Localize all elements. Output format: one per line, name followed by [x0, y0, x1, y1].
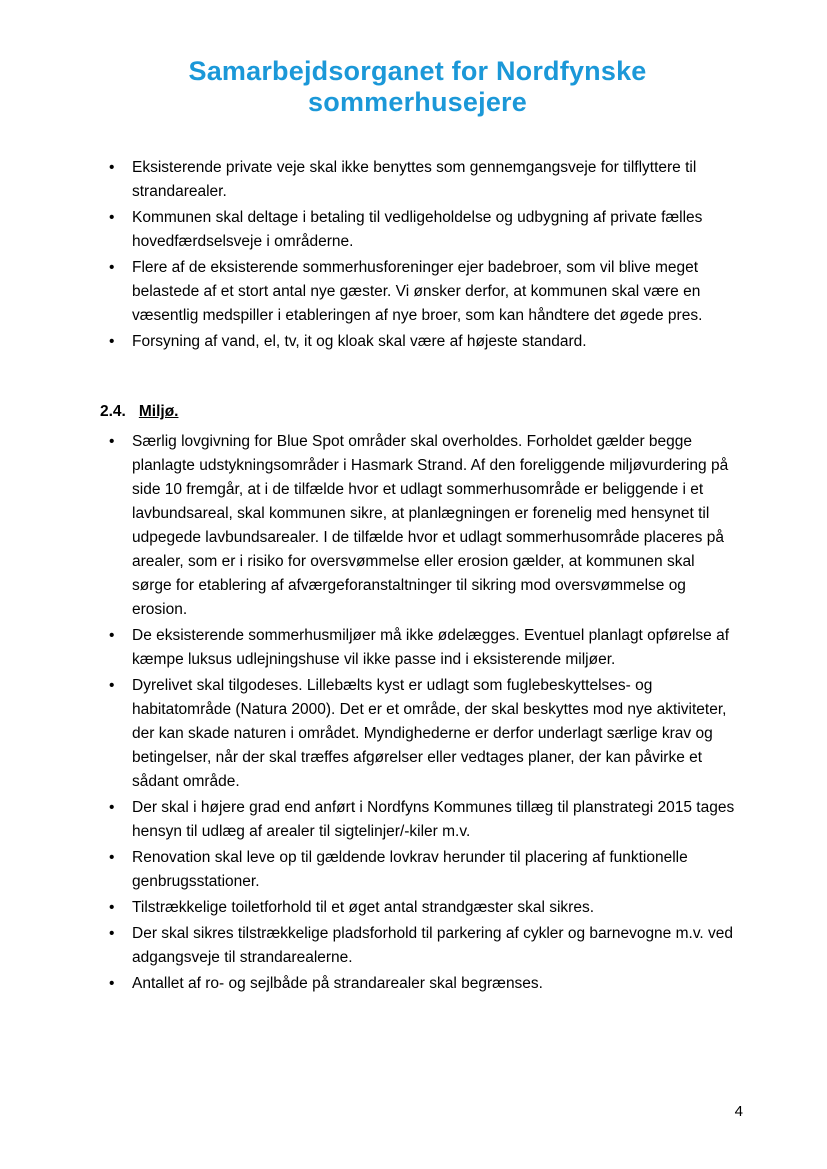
page-title: Samarbejdsorganet for Nordfynske sommerhusejere	[188, 56, 647, 117]
section-heading	[100, 400, 735, 424]
list-item: • Antallet af ro- og sejlbåde på strandarealer skal begrænses.	[100, 972, 735, 996]
miljo-bullet-list	[100, 430, 735, 996]
list-item: • Kommunen skal deltage i betaling til vedligeholdelse og udbygning af private fælles hovedfærdselsveje i områderne.	[100, 206, 735, 254]
list-item: • Renovation skal leve op til gældende lovkrav herunder til placering af funktionelle genbrugsstationer.	[100, 846, 735, 894]
list-item: • Forsyning af vand, el, tv, it og kloak skal være af højeste standard.	[100, 330, 735, 354]
page-number: 4	[734, 1103, 743, 1120]
list-item: • Der skal sikres tilstrækkelige pladsforhold til parkering af cykler og barnevogne m.v. ved adgangsveje til strandarealerne.	[100, 922, 735, 970]
section-title: Miljø.	[138, 403, 179, 420]
section-number: 2.4.	[100, 403, 126, 420]
list-item: • Flere af de eksisterende sommerhusforeninger ejer badebroer, som vil blive meget belastede af et stort antal nye gæster. Vi ønsker derfor, at kommunen skal være en væsentlig medspiller i etableringen af nye broer, som kan håndtere det øgede pres.	[100, 256, 735, 328]
list-item: • Dyrelivet skal tilgodeses. Lillebælts kyst er udlagt som fuglebeskyttelses- og habitatområde (Natura 2000). Det er et område, der skal beskyttes mod nye aktiviteter, der kan skade naturen i området. Myndighederne er derfor underlagt særlige krav og betingelser, når der skal træffes afgørelser eller vedtages planer, der kan påvirke et sådant område.	[100, 674, 735, 794]
list-item: • De eksisterende sommerhusmiljøer må ikke ødelægges. Eventuel planlagt opførelse af kæmpe luksus udlejningshuse vil ikke passe ind i eksisterende miljøer.	[100, 624, 735, 672]
list-item: • Eksisterende private veje skal ikke benyttes som gennemgangsveje for tilflyttere til strandarealer.	[100, 156, 735, 204]
list-item: • Der skal i højere grad end anført i Nordfyns Kommunes tillæg til planstrategi 2015 tages hensyn til udlæg af arealer til sigtelinjer/-kiler m.v.	[100, 796, 735, 844]
intro-bullet-list	[100, 156, 735, 354]
list-item: • Særlig lovgivning for Blue Spot områder skal overholdes. Forholdet gælder begge planlagte udstykningsområder i Hasmark Strand. Af den foreliggende miljøvurdering på side 10 fremgår, at i de tilfælde hvor et udlagt sommerhusområde er beliggende i et lavbundsareal, skal kommunen sikre, at planlægningen er forenelig med hensynet til udpegede lavbundsarealer. I de tilfælde hvor et udlagt sommerhusområde placeres på arealer, som er i risiko for oversvømmelse eller erosion gælder, at kommunen skal sørge for etablering af afværgeforanstaltninger til sikring mod oversvømmelse og erosion.	[100, 430, 735, 622]
list-item: • Tilstrækkelige toiletforhold til et øget antal strandgæster skal sikres.	[100, 896, 735, 920]
